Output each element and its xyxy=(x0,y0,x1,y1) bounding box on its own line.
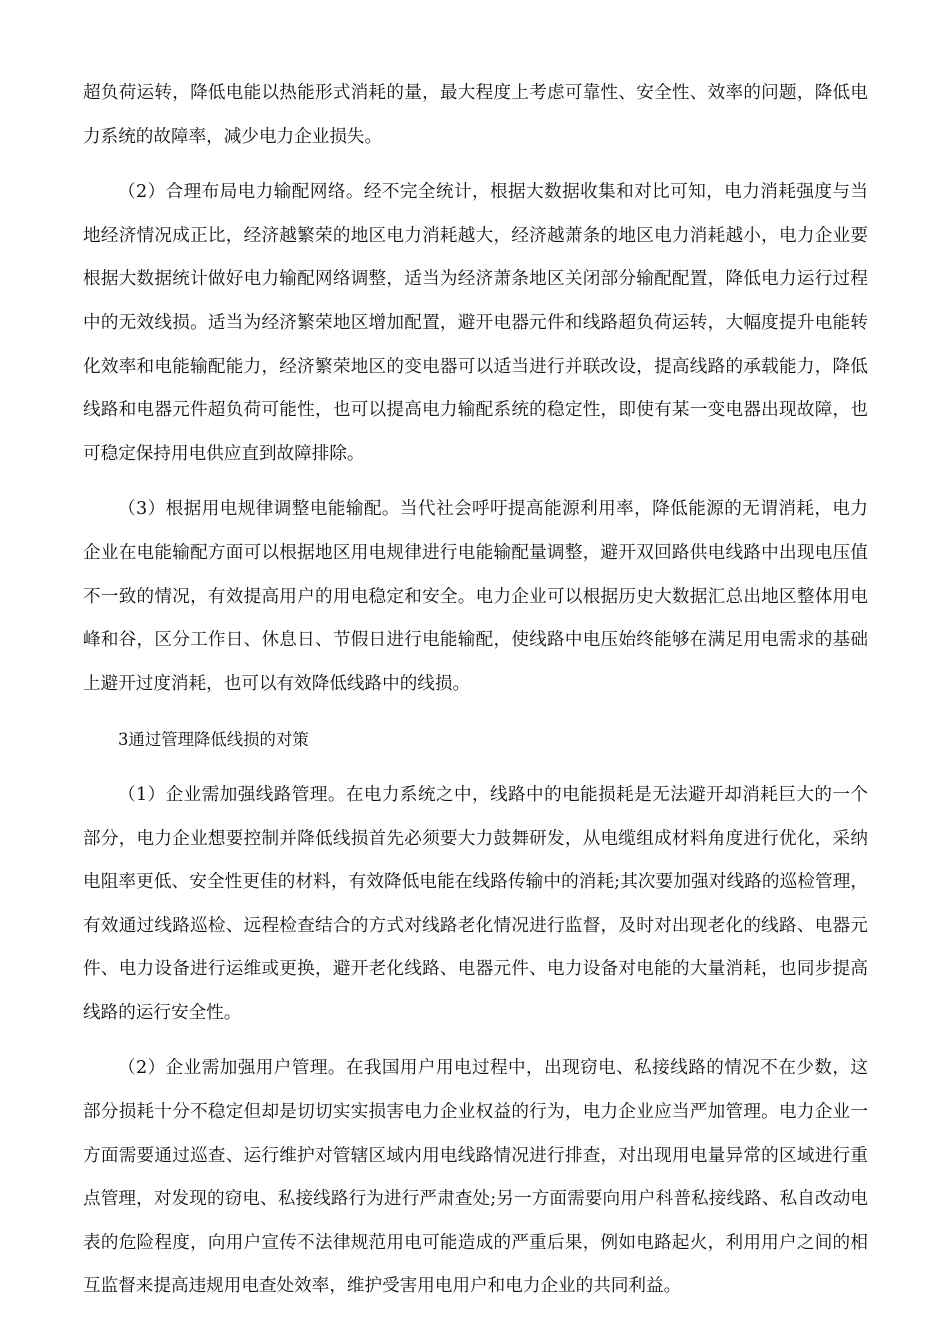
paragraph-user-management: （2）企业需加强用户管理。在我国用户用电过程中，出现窃电、私接线路的情况不在少数，这部分损耗十分不稳定但却是切切实实损害电力企业权益的行为，电力企业应当严加管理。电力企业一方面需要通过巡查、运行维护对管辖区域内用电线路情况进行排查，对出现用电量异常的区域进行重点管理，对发现的窃电、私接线路行为进行严肃查处;另一方面需要向用户科普私接线路、私自改动电表的危险程度，向用户宣传不法律规范用电可能造成的严重后果，例如电路起火，利用用户之间的相互监督来提高违规用电查处效率，维护受害用电用户和电力企业的共同利益。 xyxy=(83,1058,868,1297)
document-page xyxy=(83,72,868,1309)
paragraph-line-management: （1）企业需加强线路管理。在电力系统之中，线路中的电能损耗是无法避开却消耗巨大的一个部分，电力企业想要控制并降低线损首先必须要大力鼓舞研发，从电缆组成材料角度进行优化，采纳电阻率更低、安全性更佳的材料，有效降低电能在线路传输中的消耗;其次要加强对线路的巡检管理，有效通过线路巡检、远程检查结合的方式对线路老化情况进行监督，及时对出现老化的线路、电器元件、电力设备进行运维或更换，避开老化线路、电器元件、电力设备对电能的大量消耗，也同步提高线路的运行安全性。 xyxy=(83,784,868,1023)
paragraph-gap xyxy=(83,762,868,774)
paragraph-gap xyxy=(83,476,868,488)
paragraph-usage-pattern-adjustment: （3）根据用电规律调整电能输配。当代社会呼吁提高能源利用率，降低能源的无谓消耗，电力企业在电能输配方面可以根据地区用电规律进行电能输配量调整，避开双回路供电线路中出现电压值不一致的情况，有效提高用户的用电稳定和安全。电力企业可以根据历史大数据汇总出地区整体用电峰和谷，区分工作日、休息日、节假日进行电能输配，使线路中电压始终能够在满足用电需求的基础上避开过度消耗，也可以有效降低线路中的线损。 xyxy=(83,499,868,694)
paragraph-gap xyxy=(83,1035,868,1047)
paragraph-gap xyxy=(83,706,868,718)
paragraph-power-network-layout: （2）合理布局电力输配网络。经不完全统计，根据大数据收集和对比可知，电力消耗强度与当地经济情况成正比，经济越繁荣的地区电力消耗越大，经济越萧条的地区电力消耗越小，电力企业要根据大数据统计做好电力输配网络调整，适当为经济萧条地区关闭部分输配配置，降低电力运行过程中的无效线损。适当为经济繁荣地区增加配置，避开电器元件和线路超负荷运转，大幅度提升电能转化效率和电能输配能力，经济繁荣地区的变电器可以适当进行并联改设，提高线路的承载能力，降低线路和电器元件超负荷可能性，也可以提高电力输配系统的稳定性，即使有某一变电器出现故障，也可稳定保持用电供应直到故障排除。 xyxy=(83,182,868,464)
section-heading: 3通过管理降低线损的对策 xyxy=(118,730,309,750)
paragraph-gap xyxy=(83,159,868,171)
paragraph-continuation: 超负荷运转，降低电能以热能形式消耗的量，最大程度上考虑可靠性、安全性、效率的问题，降低电力系统的故障率，减少电力企业损失。 xyxy=(83,83,868,147)
